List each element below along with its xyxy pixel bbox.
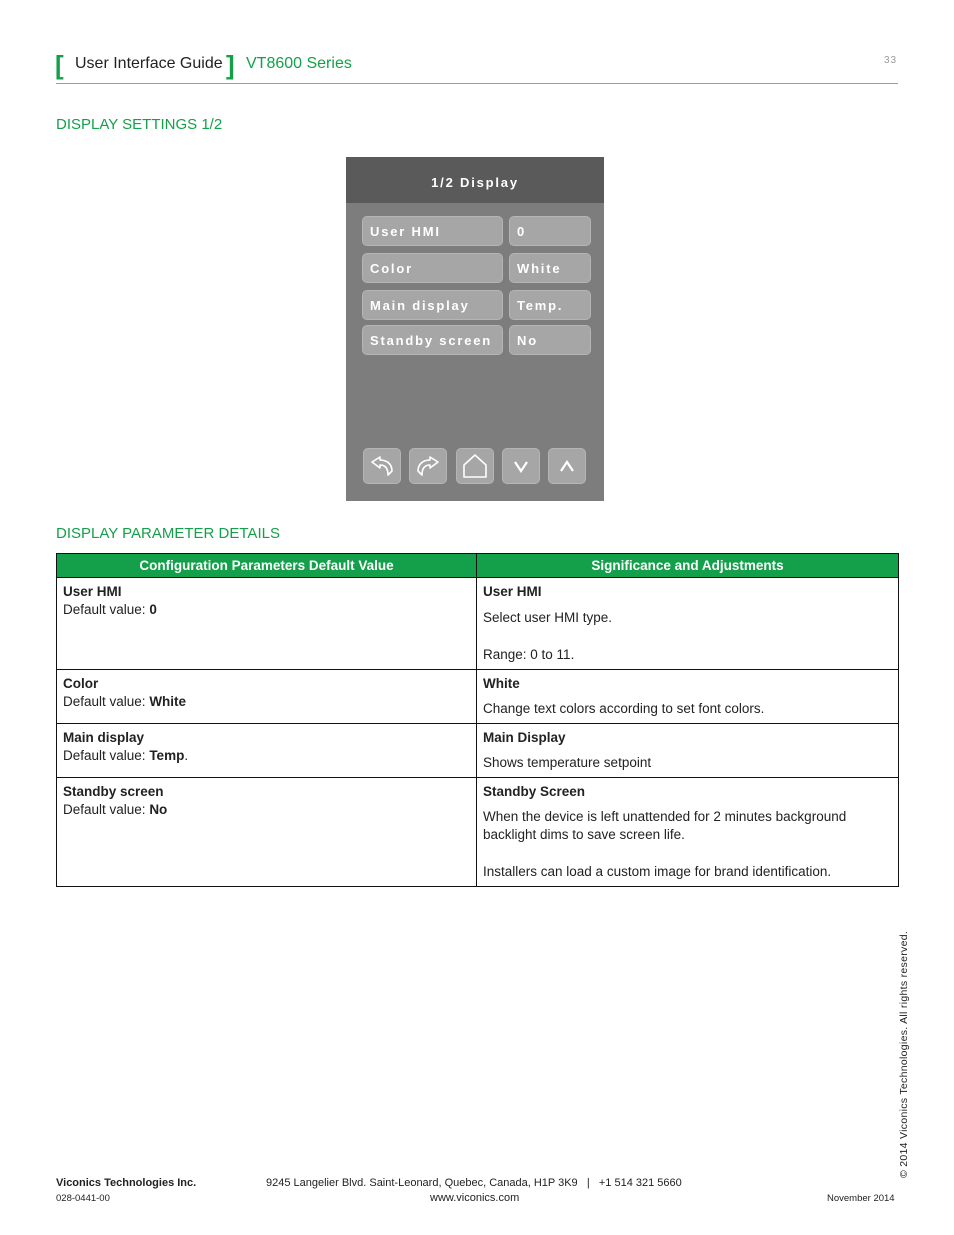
table-row xyxy=(57,778,899,887)
param-name: Color xyxy=(63,676,99,691)
table-cell-param xyxy=(57,670,477,724)
significance-title: Main Display xyxy=(483,730,566,745)
table-cell-significance xyxy=(477,670,899,724)
table-header-config: Configuration Parameters Default Value xyxy=(57,554,477,578)
footer-address: 9245 Langelier Blvd. Saint-Leonard, Quebec, Canada, H1P 3K9 | +1 514 321 5660 xyxy=(266,1177,682,1189)
copyright-notice: © 2014 Viconics Technologies. All rights reserved. xyxy=(898,930,910,1178)
home-button[interactable] xyxy=(456,448,494,484)
significance-text: When the device is left unattended for 2 minutes background backlight dims to save screen life. xyxy=(483,809,847,842)
table-header-significance: Significance and Adjustments xyxy=(477,554,899,578)
bracket-left: [ xyxy=(55,50,64,80)
footer-doc-number: 028-0441-00 xyxy=(56,1193,110,1204)
default-value: Temp xyxy=(149,748,185,763)
table-cell-param xyxy=(57,578,477,670)
significance-title: White xyxy=(483,676,520,691)
default-label: Default value: xyxy=(63,748,150,763)
table-cell-significance xyxy=(477,578,899,670)
default-value: No xyxy=(149,802,168,817)
back-button[interactable] xyxy=(363,448,401,484)
significance-text: Select user HMI type. xyxy=(483,610,613,625)
device-value-main-display[interactable]: Temp. xyxy=(509,290,591,320)
device-value-color[interactable]: White xyxy=(509,253,591,283)
device-value-user-hmi[interactable]: 0 xyxy=(509,216,591,246)
default-value: 0 xyxy=(149,602,157,617)
footer-company: Viconics Technologies Inc. xyxy=(56,1177,197,1189)
footer-date: November 2014 xyxy=(827,1193,895,1204)
table-row xyxy=(57,670,899,724)
table-cell-significance xyxy=(477,724,899,778)
param-name: User HMI xyxy=(63,584,122,599)
device-screen xyxy=(346,157,604,501)
forward-button[interactable] xyxy=(409,448,447,484)
default-suffix: . xyxy=(184,748,189,763)
significance-text: Shows temperature setpoint xyxy=(483,755,652,770)
chevron-up-icon xyxy=(553,452,581,480)
guide-title: User Interface Guide xyxy=(75,55,223,72)
section-title-display-settings: DISPLAY SETTINGS 1/2 xyxy=(56,116,223,133)
page-number: 33 xyxy=(884,55,898,66)
default-value: White xyxy=(149,694,187,709)
device-title: 1/2 Display xyxy=(346,157,604,203)
home-icon xyxy=(461,452,489,480)
significance-text: Installers can load a custom image for brand identification. xyxy=(483,864,832,879)
footer-website[interactable]: www.viconics.com xyxy=(430,1192,520,1204)
down-button[interactable] xyxy=(502,448,540,484)
significance-title: User HMI xyxy=(483,584,542,599)
default-label: Default value: xyxy=(63,602,150,617)
param-name: Standby screen xyxy=(63,784,164,799)
back-icon xyxy=(368,452,396,480)
forward-icon xyxy=(414,452,442,480)
table-cell-param xyxy=(57,724,477,778)
table-cell-param xyxy=(57,778,477,887)
significance-title: Standby Screen xyxy=(483,784,586,799)
table-cell-significance xyxy=(477,778,899,887)
up-button[interactable] xyxy=(548,448,586,484)
chevron-down-icon xyxy=(507,452,535,480)
parameter-table xyxy=(56,553,899,887)
section-title-parameter-details: DISPLAY PARAMETER DETAILS xyxy=(56,525,280,542)
default-label: Default value: xyxy=(63,694,150,709)
device-label-main-display[interactable]: Main display xyxy=(362,290,503,320)
table-row xyxy=(57,578,899,670)
device-label-color[interactable]: Color xyxy=(362,253,503,283)
param-name: Main display xyxy=(63,730,145,745)
device-label-standby-screen[interactable]: Standby screen xyxy=(362,325,503,355)
default-label: Default value: xyxy=(63,802,150,817)
device-value-standby-screen[interactable]: No xyxy=(509,325,591,355)
header-rule xyxy=(56,83,898,84)
device-label-user-hmi[interactable]: User HMI xyxy=(362,216,503,246)
significance-text: Change text colors according to set font colors. xyxy=(483,701,765,716)
significance-text: Range: 0 to 11. xyxy=(483,647,575,662)
bracket-right: ] xyxy=(226,50,235,80)
table-header-row xyxy=(57,554,899,578)
table-row xyxy=(57,724,899,778)
series-title: VT8600 Series xyxy=(246,55,352,72)
